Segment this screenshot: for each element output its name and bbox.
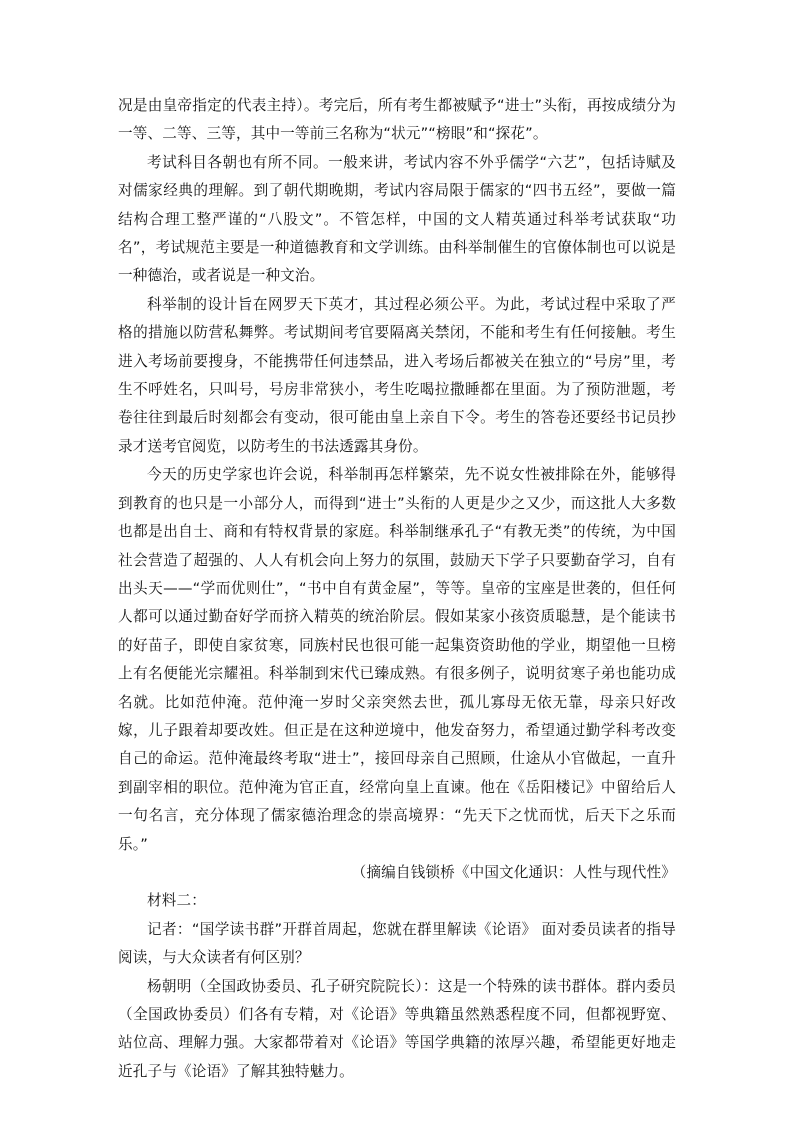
document-page	[118, 92, 676, 1086]
paragraph-exam-subjects: 考试科目各朝也有所不同。一般来讲，考试内容不外乎儒学“六艺”，包括诗赋及对儒家经典的理解。到了朝代期晚期，考试内容局限于儒家的“四书五经”，要做一篇结构合理工整严谨的“八股文”。不管怎样，中国的文人精英通过科举考试获取“功名”，考试规范主要是一种道德教育和文学训练。由科举制催生的官僚体制也可以说是一种德治，或者说是一种文治。	[118, 153, 676, 285]
paragraph-yang-answer: 杨朝明（全国政协委员、孔子研究院院长）：这是一个特殊的读书群体。群内委员（全国政协委员）们各有专精，对《论语》等典籍虽然熟悉程度不同，但都视野宽、站位高、理解力强。大家都带着对《论语》等国学典籍的浓厚兴趣，希望能更好地走近孔子与《论语》了解其独特魅力。	[118, 977, 676, 1080]
paragraph-reporter-question: 记者：“国学读书群”开群首周起，您就在群里解读《论语》 面对委员读者的指导阅读，与大众读者有何区别？	[118, 920, 676, 967]
paragraph-exam-fairness: 科举制的设计旨在网罗天下英才，其过程必须公平。为此，考试过程中采取了严格的措施以防营私舞弊。考试期间考官要隔离关禁闭，不能和考生有任何接触。考生进入考场前要搜身，不能携带任何违禁品，进入考场后都被关在独立的“号房”里，考生不呼姓名，只叫号，号房非常狭小，考生吃喝拉撒睡都在里面。为了预防泄题，考卷往往到最后时刻都会有变动，很可能由皇上亲自下令。考生的答卷还要经书记员抄录才送考官阅览，以防考生的书法透露其身份。	[118, 295, 676, 455]
section-heading-material-two: 材料二：	[147, 892, 206, 910]
paragraph-exam-ranking: 况是由皇帝指定的代表主持）。考完后，所有考生都被赋予“进士”头衔，再按成绩分为一等、二等、三等，其中一等前三名称为“状元”“榜眼”和“探花”。	[118, 97, 676, 143]
source-citation: （摘编自钱锁桥《中国文化通识：人性与现代性》	[351, 863, 676, 881]
paragraph-historians-view: 今天的历史学家也许会说，科举制再怎样繁荣，先不说女性被排除在外，能够得到教育的也只是一小部分人，而得到“进士”头衔的人更是少之又少，而这批人大多数也都是出自士、商和有特权背景的家庭。科举制继承孔子“有教无类”的传统，为中国社会营造了超强的、人人有机会向上努力的氛围，鼓励天下学子只要勤奋学习，自有出头天——“学而优则仕”，“书中自有黄金屋”，等等。皇帝的宝座是世袭的，但任何人都可以通过勤奋好学而挤入精英的统治阶层。假如某家小孩资质聪慧，是个能读书的好苗子，即使自家贫寒，同族村民也很可能一起集资资助他的学业，期望他一旦榜上有名便能光宗耀祖。科举制到宋代已臻成熟。有很多例子，说明贫寒子弟也能功成名就。比如范仲淹。范仲淹一岁时父亲突然去世，孤儿寡母无依无靠，母亲只好改嫁，儿子跟着却要改姓。但正是在这种逆境中，他发奋努力，希望通过勤学科考改变自己的命运。范仲淹最终考取“进士”，接回母亲自己照顾，仕途从小官做起，一直升到副宰相的职位。范仲淹为官正直，经常向皇上直谏。他在《岳阳楼记》中留给后人一句名言，充分体现了儒家德治理念的崇高境界：“先天下之忧而忧，后天下之乐而乐。”	[118, 466, 676, 853]
